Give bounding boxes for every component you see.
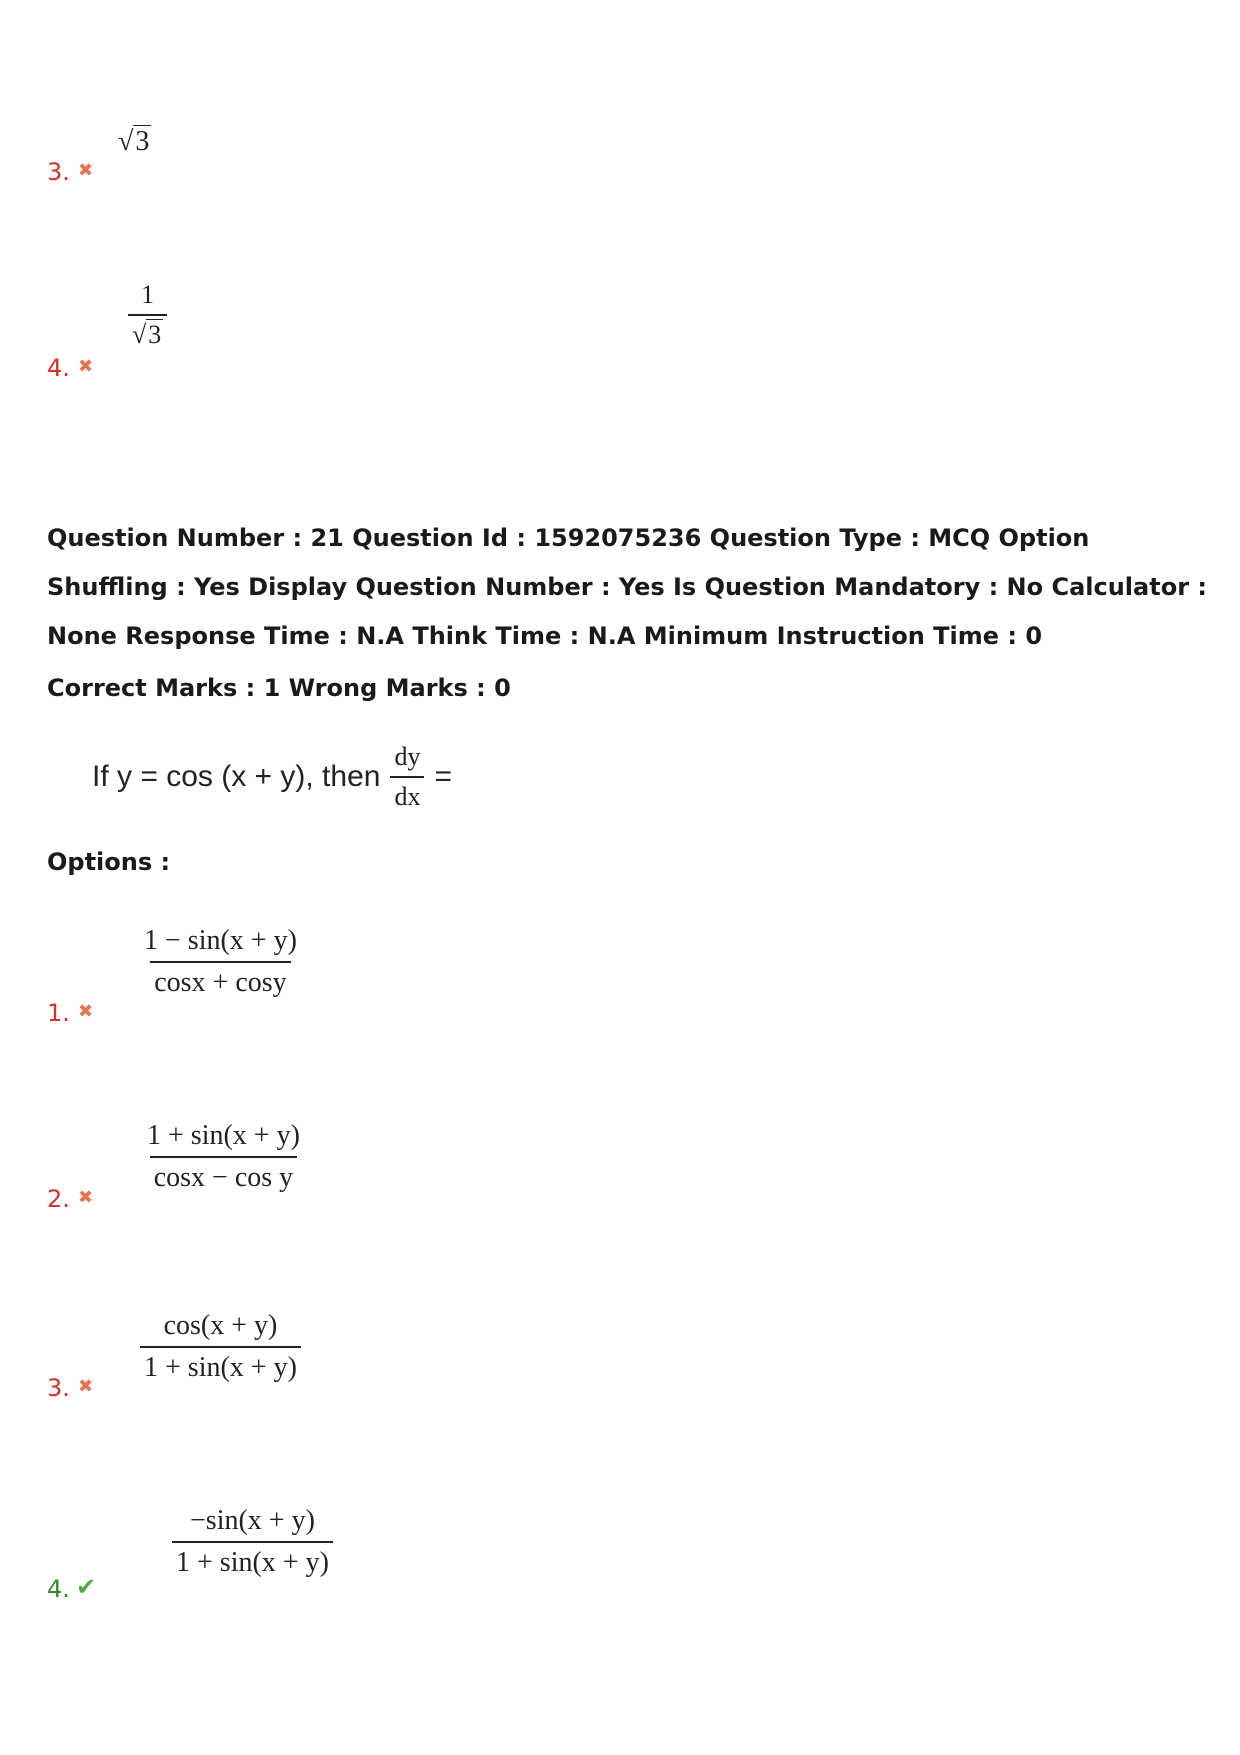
- option-math: $\frac{\cos(x + y)}{1 + \sin(x + y)}$: [140, 1310, 301, 1384]
- stem-text: If y = cos (x + y), then: [92, 760, 381, 793]
- option-math: $\frac{-\sin(x + y)}{1 + \sin(x + y)}$: [172, 1505, 333, 1579]
- question-metadata: Question Number : 21 Question Id : 1592075236 Question Type : MCQ Option Shuffling : Yes Display Question Number : Yes Is Question Mandatory : No Calculator : None Response Time : N.A Think Time : N.A Minimum Instruction Time : 0: [47, 524, 1207, 650]
- option-number: 3.: [47, 1374, 70, 1402]
- question-stem: [92, 742, 452, 812]
- option-number: 2.: [47, 1185, 70, 1213]
- stem-derivative: $\frac{dy}{dx}$: [390, 742, 424, 812]
- option-number: 1.: [47, 999, 70, 1027]
- cross-icon: ✖: [78, 1001, 94, 1022]
- cross-icon: ✖: [78, 1376, 94, 1397]
- option-number: 4.: [47, 1575, 70, 1603]
- option-math: $\frac{1 - \sin(x + y)}{\cos x + \cos y}$: [144, 925, 297, 998]
- options-label: Options :: [47, 848, 171, 876]
- option-number: 3.: [47, 158, 70, 186]
- option-math: $\frac{1}{√3}$: [128, 280, 167, 350]
- option-math: $\frac{1 + \sin(x + y)}{\text{cosx − cos y}}$: [147, 1120, 300, 1193]
- check-icon: ✔: [76, 1573, 97, 1601]
- cross-icon: ✖: [78, 1187, 94, 1208]
- option-math: √3: [118, 126, 150, 157]
- cross-icon: ✖: [78, 356, 94, 377]
- cross-icon: ✖: [78, 160, 94, 181]
- question-marks: Correct Marks : 1 Wrong Marks : 0: [47, 674, 511, 702]
- stem-equals: =: [434, 760, 452, 793]
- option-number: 4.: [47, 354, 70, 382]
